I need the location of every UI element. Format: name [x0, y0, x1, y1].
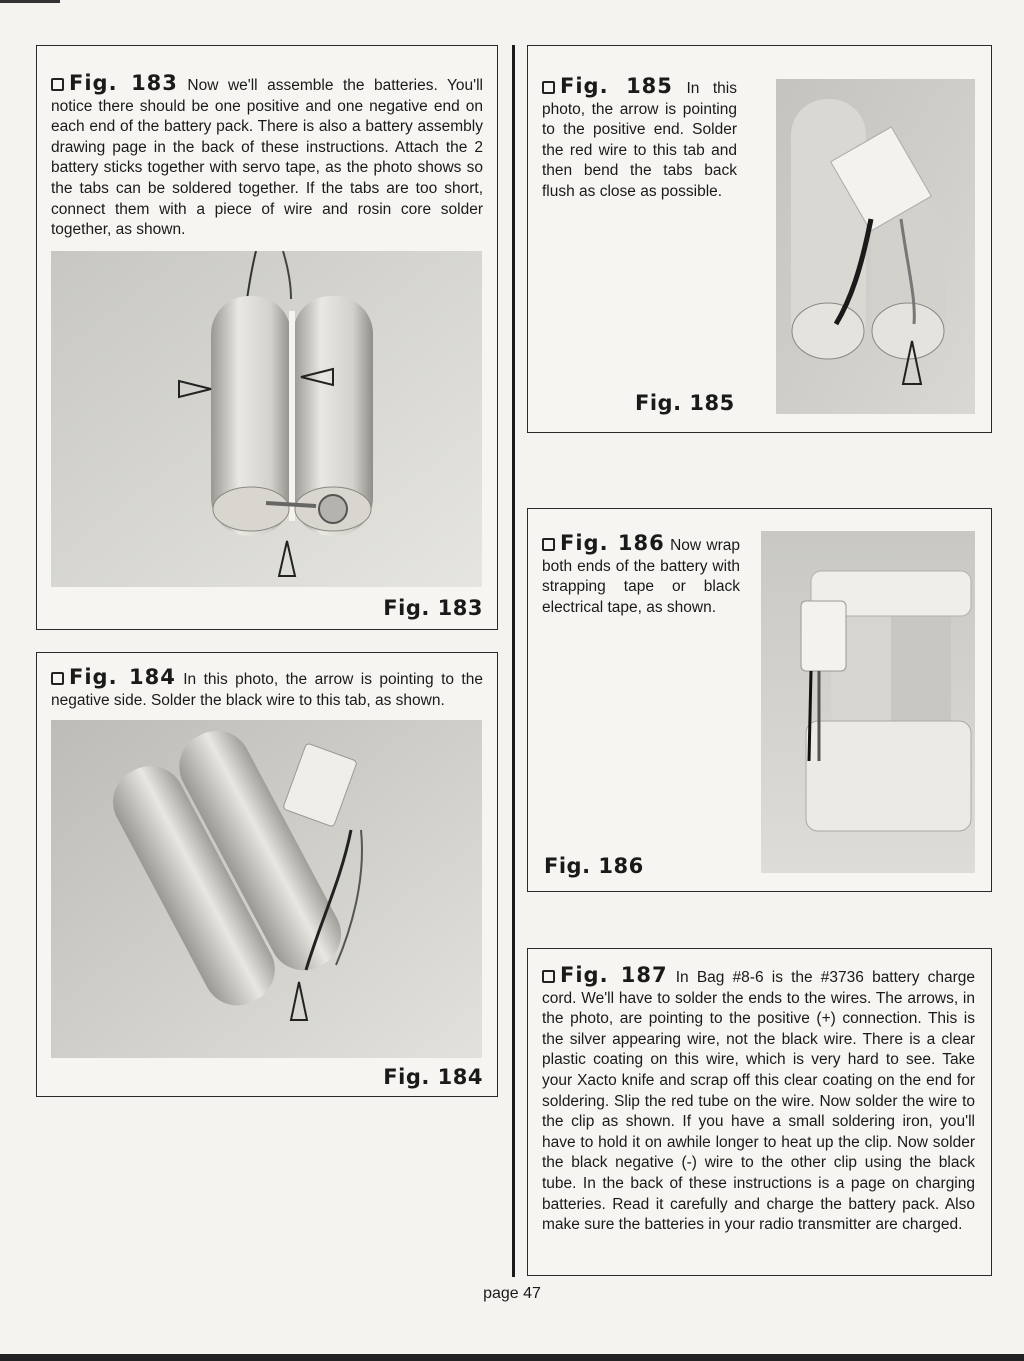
fig-183-photo: [51, 251, 482, 587]
fig-186-caption: Fig. 186: [544, 854, 644, 878]
fig-184-text: In this photo, the arrow is pointing to the negative side. Solder the black wire to this tab, as shown.: [51, 671, 483, 709]
checkbox-icon[interactable]: [542, 81, 555, 94]
fig-183-panel: [36, 45, 498, 630]
fig-185-photo: [776, 79, 975, 414]
fig-187-panel: [527, 948, 992, 1276]
checkbox-icon[interactable]: [51, 78, 64, 91]
fig-184-caption: Fig. 184: [383, 1065, 483, 1089]
fig-186-label: Fig. 186: [560, 531, 665, 555]
fig-185-panel: [527, 45, 992, 433]
fig-183-paragraph: [51, 73, 483, 241]
fig-186-panel: [527, 508, 992, 892]
scan-bottom-edge: [0, 1354, 1024, 1361]
fig-184-paragraph: [51, 667, 483, 711]
column-divider: [512, 45, 515, 1277]
fig-185-label: Fig. 185: [560, 74, 673, 98]
fig-186-photo: [761, 531, 975, 873]
checkbox-icon[interactable]: [51, 672, 64, 685]
checkbox-icon[interactable]: [542, 970, 555, 983]
fig-187-paragraph: [542, 965, 975, 1236]
fig-183-caption: Fig. 183: [383, 596, 483, 620]
fig-186-paragraph: [542, 533, 740, 618]
page-number: page 47: [483, 1285, 541, 1302]
fig-185-caption: Fig. 185: [635, 391, 735, 415]
fig-187-text: In Bag #8-6 is the #3736 battery charge cord. We'll have to solder the ends to the wires. The arrows, in the photo, are pointing to the positive (+) connection. This is the silver appearing wire, not the black wire. There is a clear plastic coating on this wire, which is very hard to see. Take your Xacto knife and scrap off this clear coating on the end for soldering. Slip the red tube on the wire. Now solder the wire to the clip as shown. If you have a small soldering iron, you'll have to hold it on awhile longer to heat up the clip. Now solder the black negative (-) wire to the other clip using the black tube. In the back of these instructions is a page on charging batteries. Read it carefully and charge the battery pack. Also make sure the batteries in your radio transmitter are charged.: [542, 969, 976, 1234]
fig-183-text: Now we'll assemble the batteries. You'll notice there should be one positive and one negative end on each end of the battery pack. There is also a battery assembly drawing page in the back of these instructions. Attach the 2 battery sticks together with servo tape, as the photo shows so the tabs can be soldered together. If the tabs are too short, connect them with a piece of wire and rosin core solder together, as shown.: [51, 77, 483, 239]
fig-185-paragraph: [542, 76, 737, 203]
fig-184-label: Fig. 184: [69, 665, 176, 689]
fig-183-label: Fig. 183: [69, 71, 178, 95]
fig-184-photo: [51, 720, 482, 1058]
scan-edge-mark: [0, 0, 60, 3]
fig-187-label: Fig. 187: [560, 963, 668, 987]
fig-184-panel: [36, 652, 498, 1097]
fig-185-text: In this photo, the arrow is pointing to the positive end. Solder the red wire to this tab and then bend the tabs back flush as close as possible.: [542, 80, 737, 200]
fig-186-text: Now wrap both ends of the battery with strapping tape or black electrical tape, as shown.: [542, 537, 740, 616]
checkbox-icon[interactable]: [542, 538, 555, 551]
